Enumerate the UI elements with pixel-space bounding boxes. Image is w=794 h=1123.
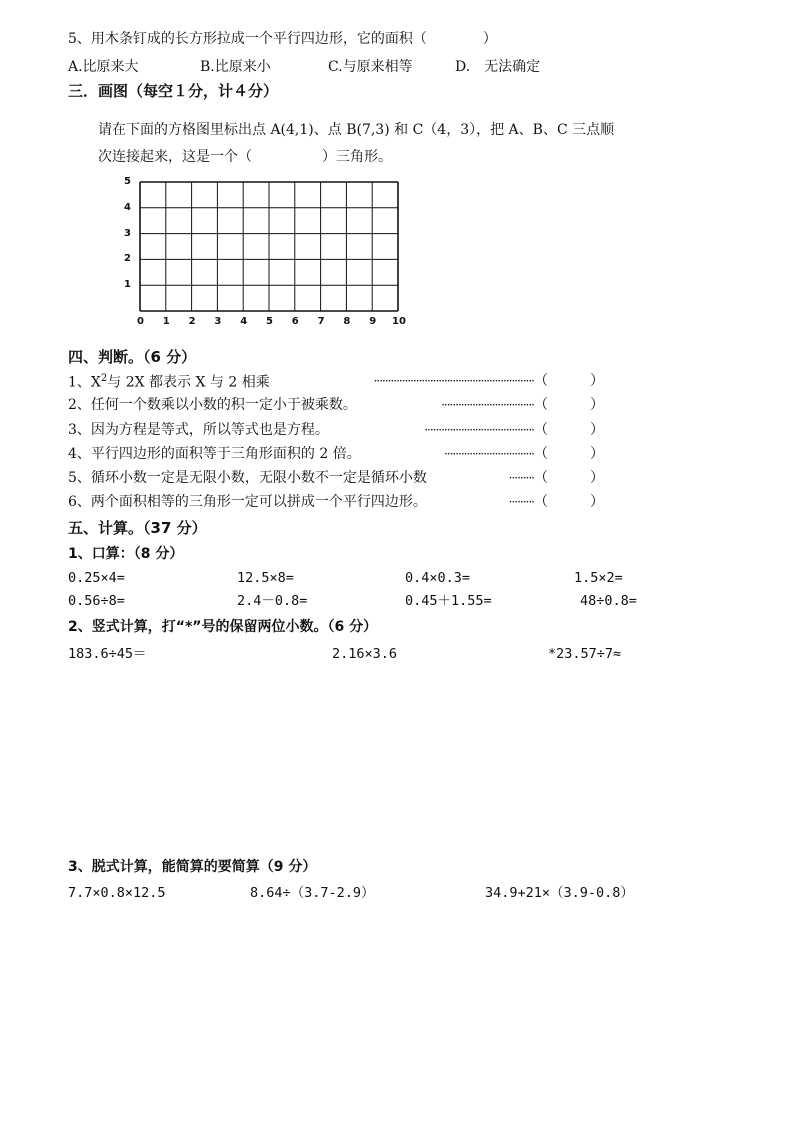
x-tick-label: 3 xyxy=(214,316,222,327)
section-4-title: 四、判断。（6 分） xyxy=(68,348,197,366)
mental-math-item: 0.56÷8= xyxy=(68,593,125,609)
mental-math-item: 2.4－0.8= xyxy=(237,593,308,609)
mental-math-item: 0.4×0.3= xyxy=(405,570,471,586)
section-5-title: 五、计算。（37 分） xyxy=(68,519,207,537)
question-5-stem: 5、用木条钉成的长方形拉成一个平行四边形，它的面积（ ） xyxy=(68,31,497,47)
leader-dots: ································· xyxy=(441,398,534,412)
y-tick-label: 3 xyxy=(124,227,131,239)
grid-svg xyxy=(120,172,420,332)
judgement-text: X xyxy=(90,374,101,391)
mental-math-item: 0.45＋1.55= xyxy=(405,593,492,609)
coordinate-grid[interactable] xyxy=(120,172,420,332)
x-tick-label: 2 xyxy=(188,316,196,327)
section-3-title: 三．画图（每空１分，计４分） xyxy=(68,82,279,100)
judgement-item xyxy=(68,447,361,461)
q5-option-b: B.比原来小 xyxy=(200,59,271,75)
x-tick-label: 0 xyxy=(137,316,144,327)
mental-math-item: 1.5×2= xyxy=(574,570,623,586)
judgement-number: 4、 xyxy=(68,446,91,462)
leader-dots: ································ xyxy=(443,447,534,461)
q5-option-a: A.比原来大 xyxy=(68,59,139,75)
mental-math-item: 0.25×4= xyxy=(68,570,125,586)
y-tick-label: 4 xyxy=(124,201,131,213)
mental-math-item: 12.5×8= xyxy=(237,570,294,586)
answer-blank[interactable]: （ ） xyxy=(534,422,604,438)
judgement-number: 2、 xyxy=(68,397,91,413)
x-tick-label: 6 xyxy=(291,316,299,327)
stepwise-calc-item: 8.64÷（3.7-2.9） xyxy=(250,885,375,901)
leader-dots: ························································· xyxy=(373,374,534,388)
judgement-text: 任何一个数乘以小数的积一定小于被乘数。 xyxy=(90,397,357,413)
judgement-number: 3、 xyxy=(68,422,91,438)
x-tick-label: 10 xyxy=(392,316,406,327)
judgement-item xyxy=(68,374,270,390)
vertical-calc-item: 2.16×3.6 xyxy=(332,646,398,662)
judgement-text: 因为方程是等式，所以等式也是方程。 xyxy=(90,422,329,438)
vertical-calc-title: 2、竖式计算，打“*”号的保留两位小数。（6 分） xyxy=(68,619,378,635)
judgement-item xyxy=(68,471,427,485)
y-tick-label: 1 xyxy=(124,279,131,291)
vertical-calc-item: *23.57÷7≈ xyxy=(548,646,622,662)
stepwise-calc-title: 3、脱式计算，能简算的要简算（9 分） xyxy=(68,859,317,875)
answer-blank[interactable]: （ ） xyxy=(534,470,604,486)
answer-blank[interactable]: （ ） xyxy=(534,446,604,462)
mental-math-title: 1、口算：（8 分） xyxy=(68,546,184,562)
judgement-number: 5、 xyxy=(68,470,91,486)
leader-dots: ······································· xyxy=(424,423,534,437)
section-3-instruction-line2: 次连接起来，这是一个（ ）三角形。 xyxy=(98,149,392,165)
x-tick-label: 4 xyxy=(240,316,248,327)
vertical-calc-item: 183.6÷45＝ xyxy=(68,646,147,662)
leader-dots: ········· xyxy=(508,471,534,485)
judgement-item xyxy=(68,495,427,509)
judgement-item xyxy=(68,423,329,437)
judgement-item xyxy=(68,398,357,412)
mental-math-item: 48÷0.8= xyxy=(580,593,637,609)
judgement-number: 1、 xyxy=(68,374,91,391)
x-tick-label: 5 xyxy=(266,316,273,327)
judgement-number: 6、 xyxy=(68,494,91,510)
section-3-instruction-line1: 请在下面的方格图里标出点 A(4,1)、点 B(7,3) 和 C（4，3），把 A、B、C 三点顺 xyxy=(98,122,615,138)
q5-option-d: D. 无法确定 xyxy=(455,59,541,75)
stepwise-calc-item: 34.9+21×（3.9-0.8） xyxy=(485,885,634,901)
x-tick-label: 9 xyxy=(369,316,377,327)
q5-option-c: C.与原来相等 xyxy=(328,59,413,75)
answer-blank[interactable]: （ ） xyxy=(534,494,604,510)
y-tick-label: 2 xyxy=(124,253,131,265)
leader-dots: ········· xyxy=(508,495,534,509)
answer-blank[interactable]: （ ） xyxy=(534,397,604,413)
y-tick-label: 5 xyxy=(124,176,131,187)
x-tick-label: 8 xyxy=(343,316,351,327)
superscript: 2 xyxy=(100,373,108,384)
x-tick-label: 1 xyxy=(162,316,170,327)
judgement-text: 循环小数一定是无限小数，无限小数不一定是循环小数 xyxy=(90,470,427,486)
stepwise-calc-item: 7.7×0.8×12.5 xyxy=(68,885,166,901)
answer-blank[interactable]: （ ） xyxy=(534,373,604,389)
judgement-text: 两个面积相等的三角形一定可以拼成一个平行四边形。 xyxy=(90,494,427,510)
x-tick-label: 7 xyxy=(317,316,325,327)
judgement-text: 与 2X 都表示 X 与 2 相乘 xyxy=(107,374,270,391)
judgement-text: 平行四边形的面积等于三角形面积的 2 倍。 xyxy=(90,446,361,462)
